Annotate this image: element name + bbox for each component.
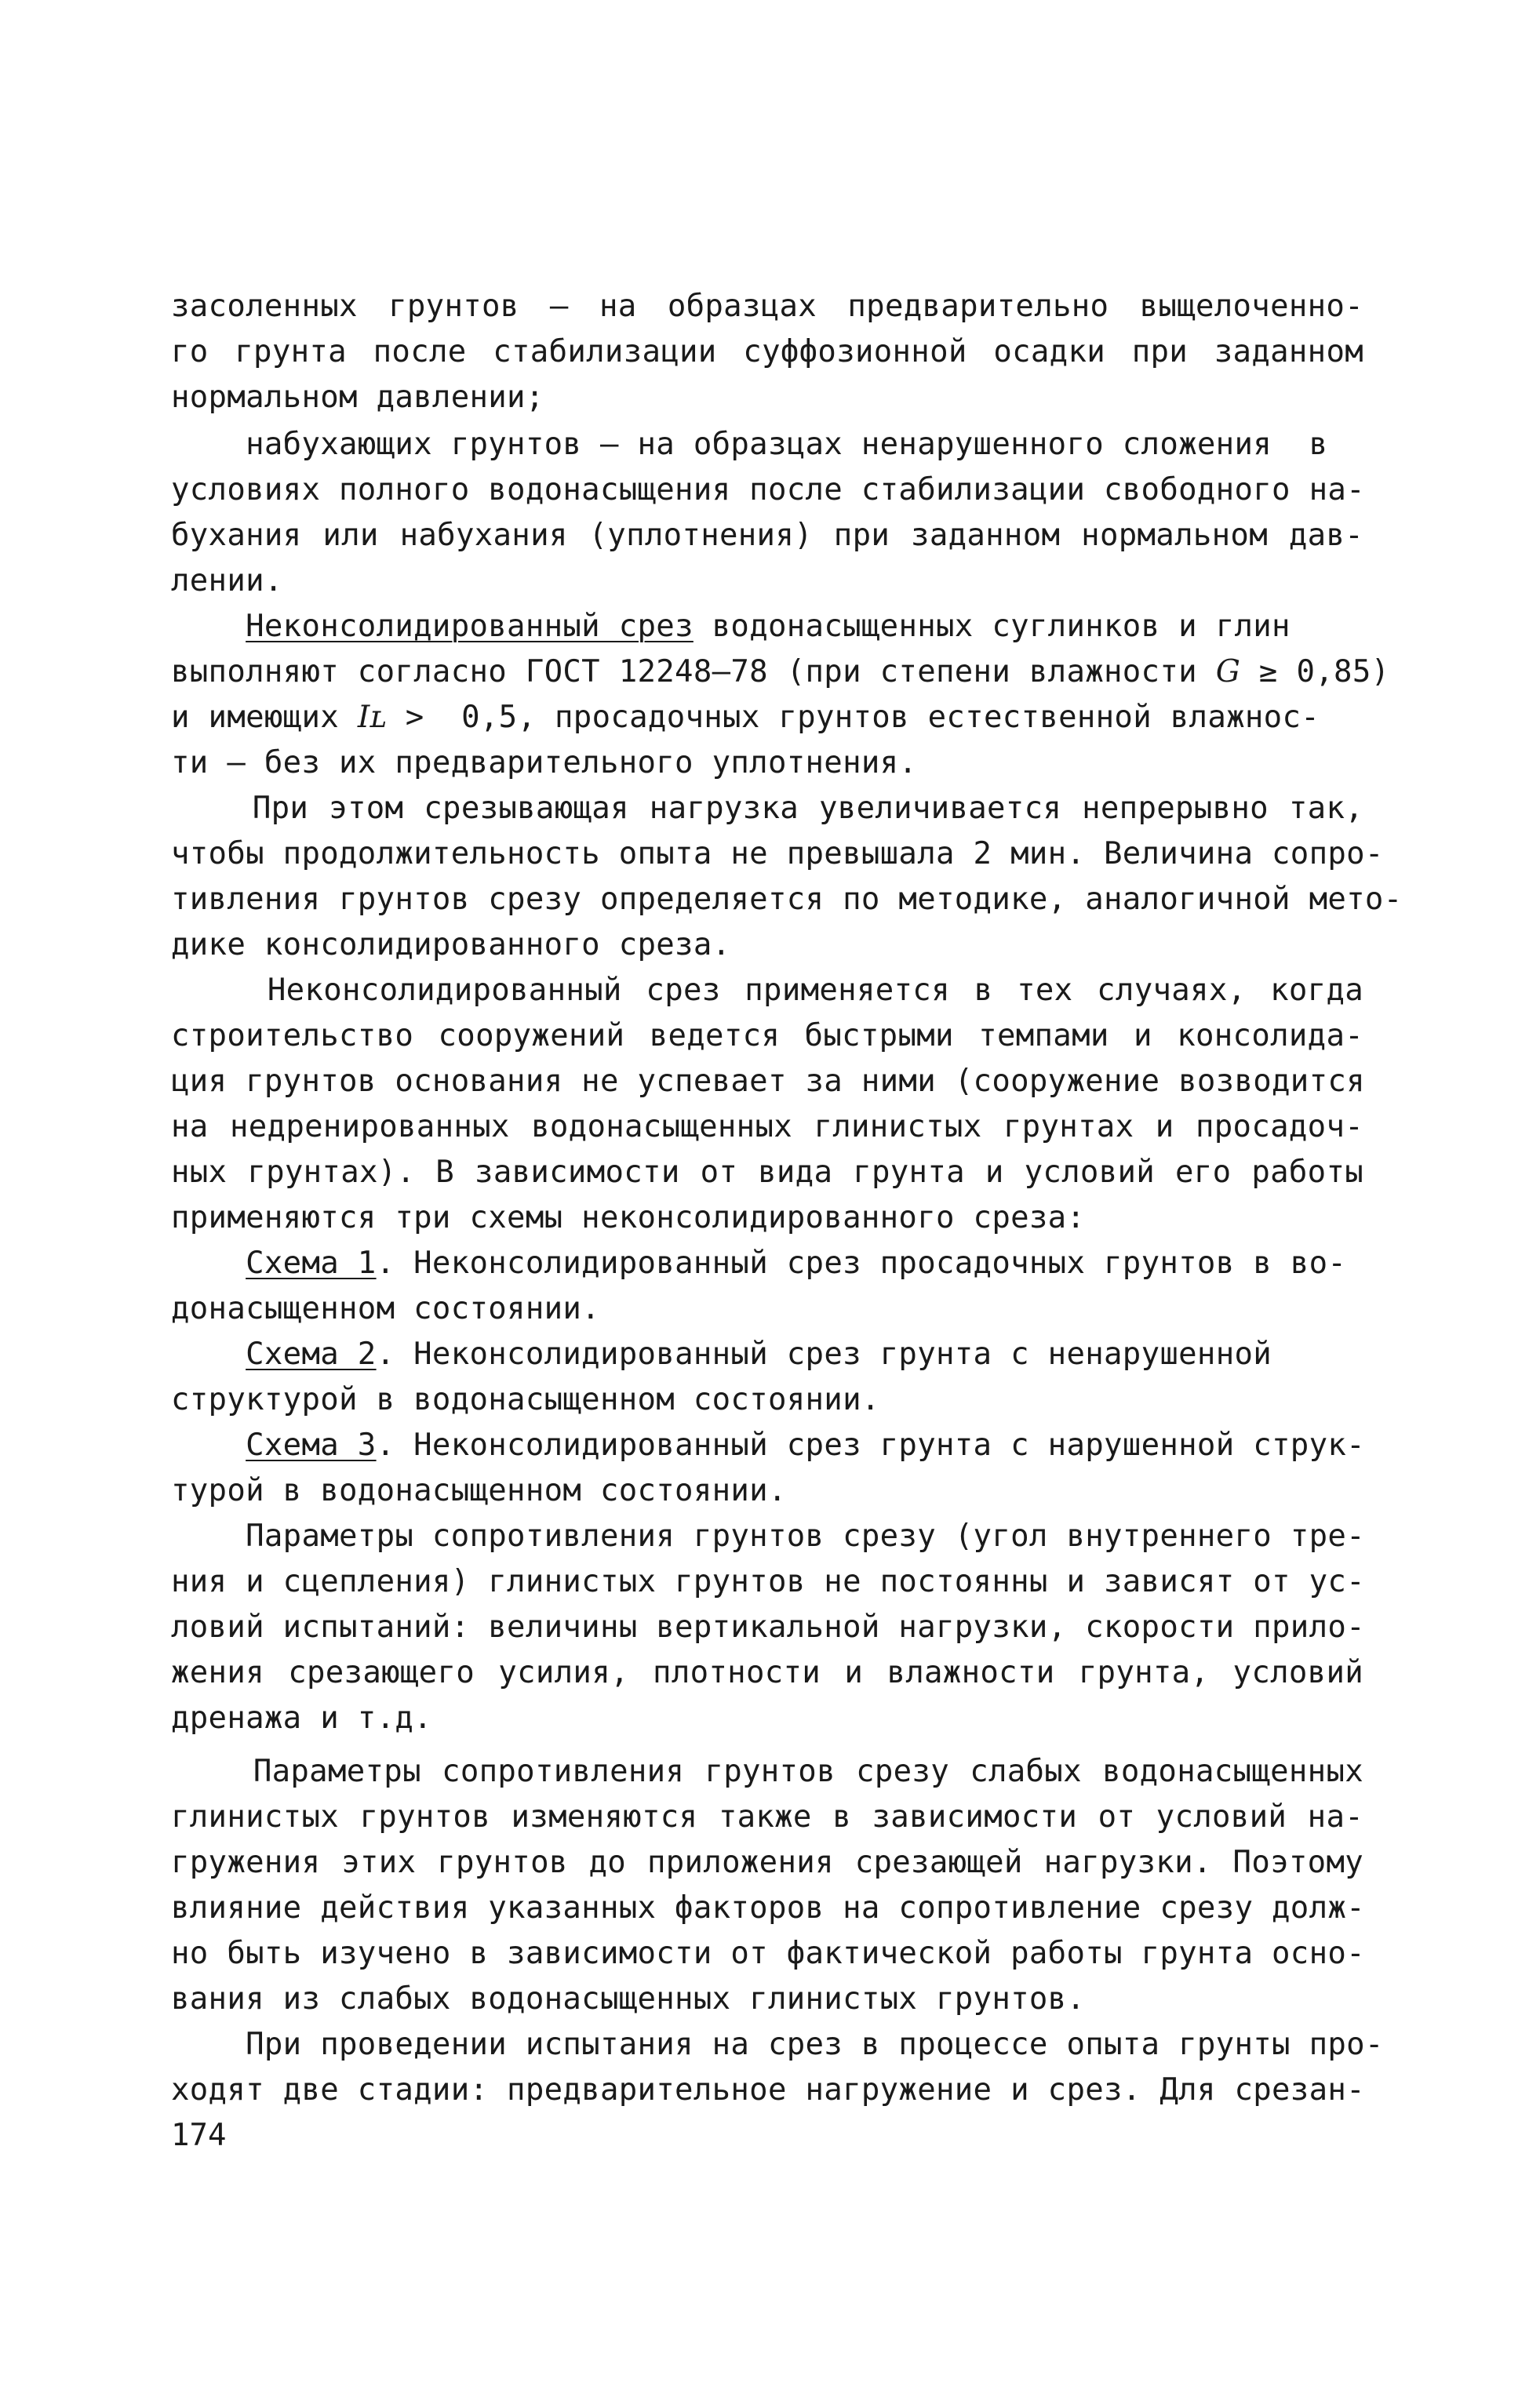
text-fragment: > 0,5, просадочных грунтов естественной влажнос- [387,700,1320,735]
text-line: тивления грунтов срезу определяется по методике, аналогичной мето- [171,882,1403,917]
symbol-liquidity-index: Iʟ [357,700,387,735]
text-line: структурой в водонасыщенном состоянии. [171,1382,880,1417]
text-line: Параметры сопротивления грунтов срезу слабых водонасыщенных [171,1754,1363,1789]
text-line: Параметры сопротивления грунтов срезу (угол внутреннего тре- [171,1519,1365,1554]
text-line: турой в водонасыщенном состоянии. [171,1473,787,1508]
text-line: Неконсолидированный срез применяется в тех случаях, когда [171,973,1363,1008]
text-line: чтобы продолжительность опыта не превышала 2 мин. Величина сопро- [171,836,1384,871]
text-line: ловий испытаний: величины вертикальной нагрузки, скорости прило- [171,1610,1365,1645]
text-line: вания из слабых водонасыщенных глинистых грунтов. [171,1981,1086,2017]
text-line: набухающих грунтов – на образцах ненарушенного сложения в [171,427,1328,462]
text-line: дренажа и т.д. [171,1701,432,1736]
term-scheme-2: Схема 2 [246,1337,377,1372]
term-scheme-3: Схема 3 [246,1428,377,1463]
text-line: применяются три схемы неконсолидированного среза: [171,1200,1086,1235]
text-fragment: ≥ 0,85) [1240,654,1390,689]
text-line: го грунта после стабилизации суффозионной осадки при заданном [171,334,1363,369]
text-line: гружения этих грунтов до приложения срезающей нагрузки. Поэтому [171,1845,1363,1880]
text-line [171,604,1363,649]
text-line [171,695,1363,740]
text-line: но быть изучено в зависимости от фактической работы грунта осно- [171,1936,1365,1971]
text-line: жения срезающего усилия, плотности и влажности грунта, условий [171,1655,1363,1690]
text-fragment: водонасыщенных суглинков и глин [712,609,1291,644]
text-line: ных грунтах). В зависимости от вида грунта и условий его работы [171,1155,1363,1190]
text-line: ния и сцепления) глинистых грунтов не постоянны и зависят от ус- [171,1564,1365,1599]
text-line: влияние действия указанных факторов на сопротивление срезу долж- [171,1890,1365,1926]
text-line: засоленных грунтов – на образцах предварительно выщелоченно- [171,289,1363,324]
text-line: глинистых грунтов изменяются также в зависимости от условий на- [171,1799,1363,1835]
text-fragment: . Неконсолидированный срез грунта с нарушенной струк- [376,1428,1365,1463]
text-line: ходят две стадии: предварительное нагружение и срез. Для срезан- [171,2072,1365,2108]
text-fragment: . Неконсолидированный срез грунта с ненарушенной [376,1337,1272,1372]
text-line [171,1423,1363,1468]
text-line: ция грунтов основания не успевает за ними (сооружение возводится [171,1064,1365,1099]
text-line [171,1332,1363,1377]
text-line: При этом срезывающая нагрузка увеличивается непрерывно так, [171,791,1363,826]
text-line: При проведении испытания на срез в процессе опыта грунты про- [171,2027,1384,2062]
symbol-degree-of-saturation: G [1215,654,1241,689]
text-line: на недренированных водонасыщенных глинистых грунтах и просадоч- [171,1109,1363,1144]
text-line [171,1241,1363,1286]
text-fragment: . Неконсолидированный срез просадочных грунтов в во- [376,1246,1347,1281]
page-number: 174 [171,2118,227,2153]
text-line: лении. [171,563,283,598]
text-line: дике консолидированного среза. [171,927,731,962]
text-line: нормальном давлении; [171,380,544,415]
text-line: бухания или набухания (уплотнения) при заданном нормальном дав- [171,518,1363,553]
text-fragment: выполняют согласно ГОСТ 12248–78 (при степени влажности [171,654,1216,689]
text-line: ти – без их предварительного уплотнения. [171,745,918,780]
text-line: строительство сооружений ведется быстрыми темпами и консолида- [171,1018,1363,1053]
text-line [171,649,1390,695]
text-line: условиях полного водонасыщения после стабилизации свободного на- [171,472,1365,507]
text-line: донасыщенном состоянии. [171,1291,600,1326]
term-scheme-1: Схема 1 [246,1246,377,1281]
term-unconsolidated-shear: Неконсолидированный срез [246,609,694,644]
text-fragment: и имеющих [171,700,358,735]
